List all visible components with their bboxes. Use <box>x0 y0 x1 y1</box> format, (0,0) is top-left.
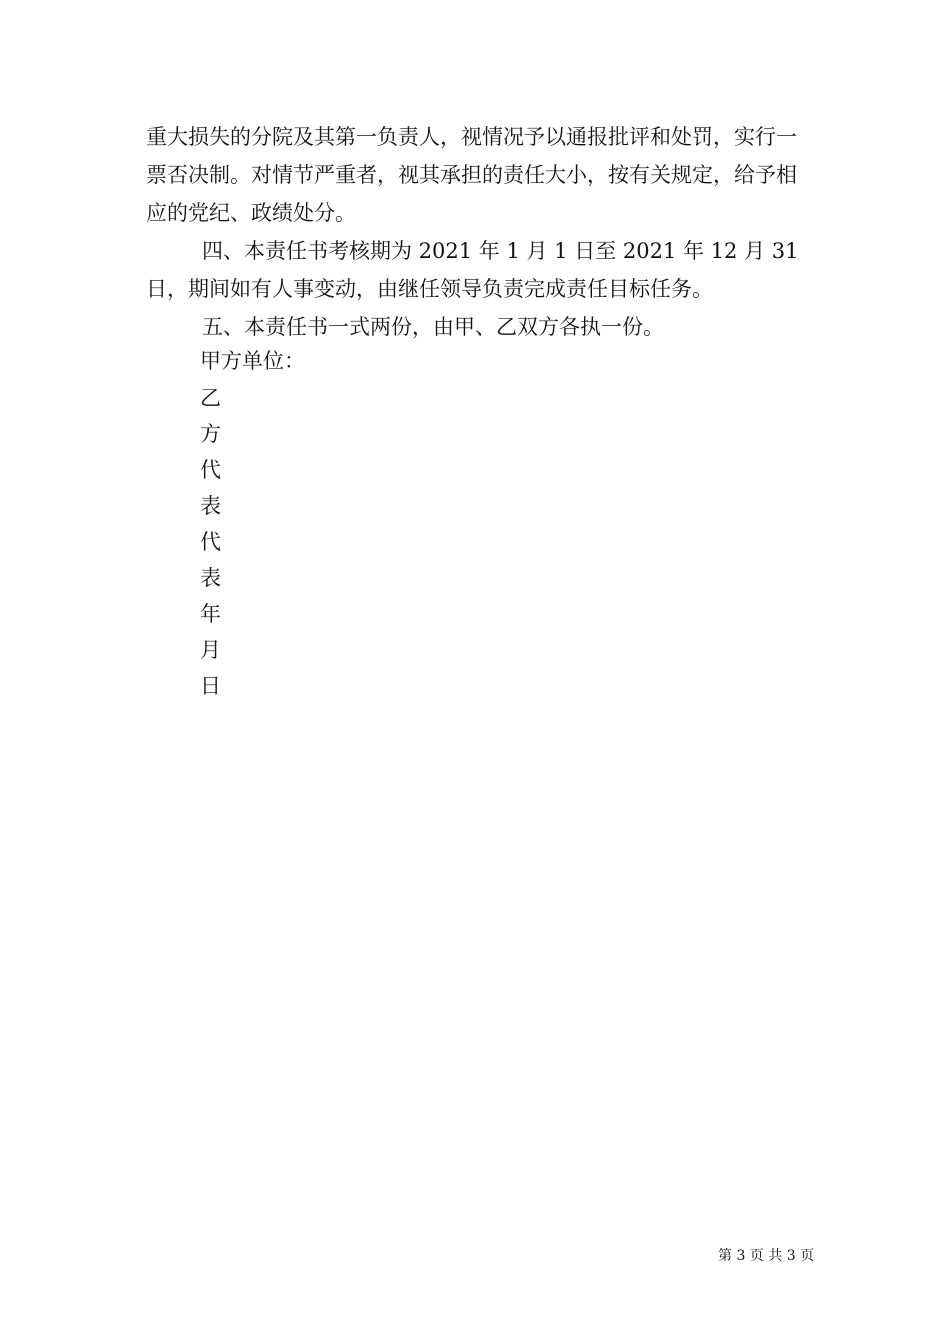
vertical-char: 表 <box>200 566 221 590</box>
vertical-char: 年 <box>200 602 221 626</box>
party-a-label: 甲方单位： <box>200 349 305 373</box>
vertical-char: 乙 <box>200 386 221 410</box>
vertical-char: 表 <box>200 494 221 518</box>
page-number-footer: 第 3 页 共 3 页 <box>718 1248 815 1264</box>
paragraph-penalty: 重大损失的分院及其第一负责人，视情况予以通报批评和处罚，实行一票否决制。对情节严重者，视其承担的责任大小，按有关规定，给予相应的党纪、政绩处分。 <box>146 125 797 225</box>
signature-block <box>200 342 500 704</box>
vertical-signature-list <box>200 380 500 704</box>
vertical-char: 方 <box>200 422 221 446</box>
vertical-char: 代 <box>200 458 221 482</box>
vertical-char: 代 <box>200 530 221 554</box>
paragraph-copies: 五、本责任书一式两份，由甲、乙双方各执一份。 <box>202 315 664 339</box>
paragraph-assessment-period: 四、本责任书考核期为 2021 年 1 月 1 日至 2021 年 12 月 31 日，期间如有人事变动，由继任领导负责完成责任目标任务。 <box>146 239 799 301</box>
vertical-char: 月 <box>200 638 221 662</box>
document-body <box>146 118 816 346</box>
vertical-char: 日 <box>200 674 221 698</box>
